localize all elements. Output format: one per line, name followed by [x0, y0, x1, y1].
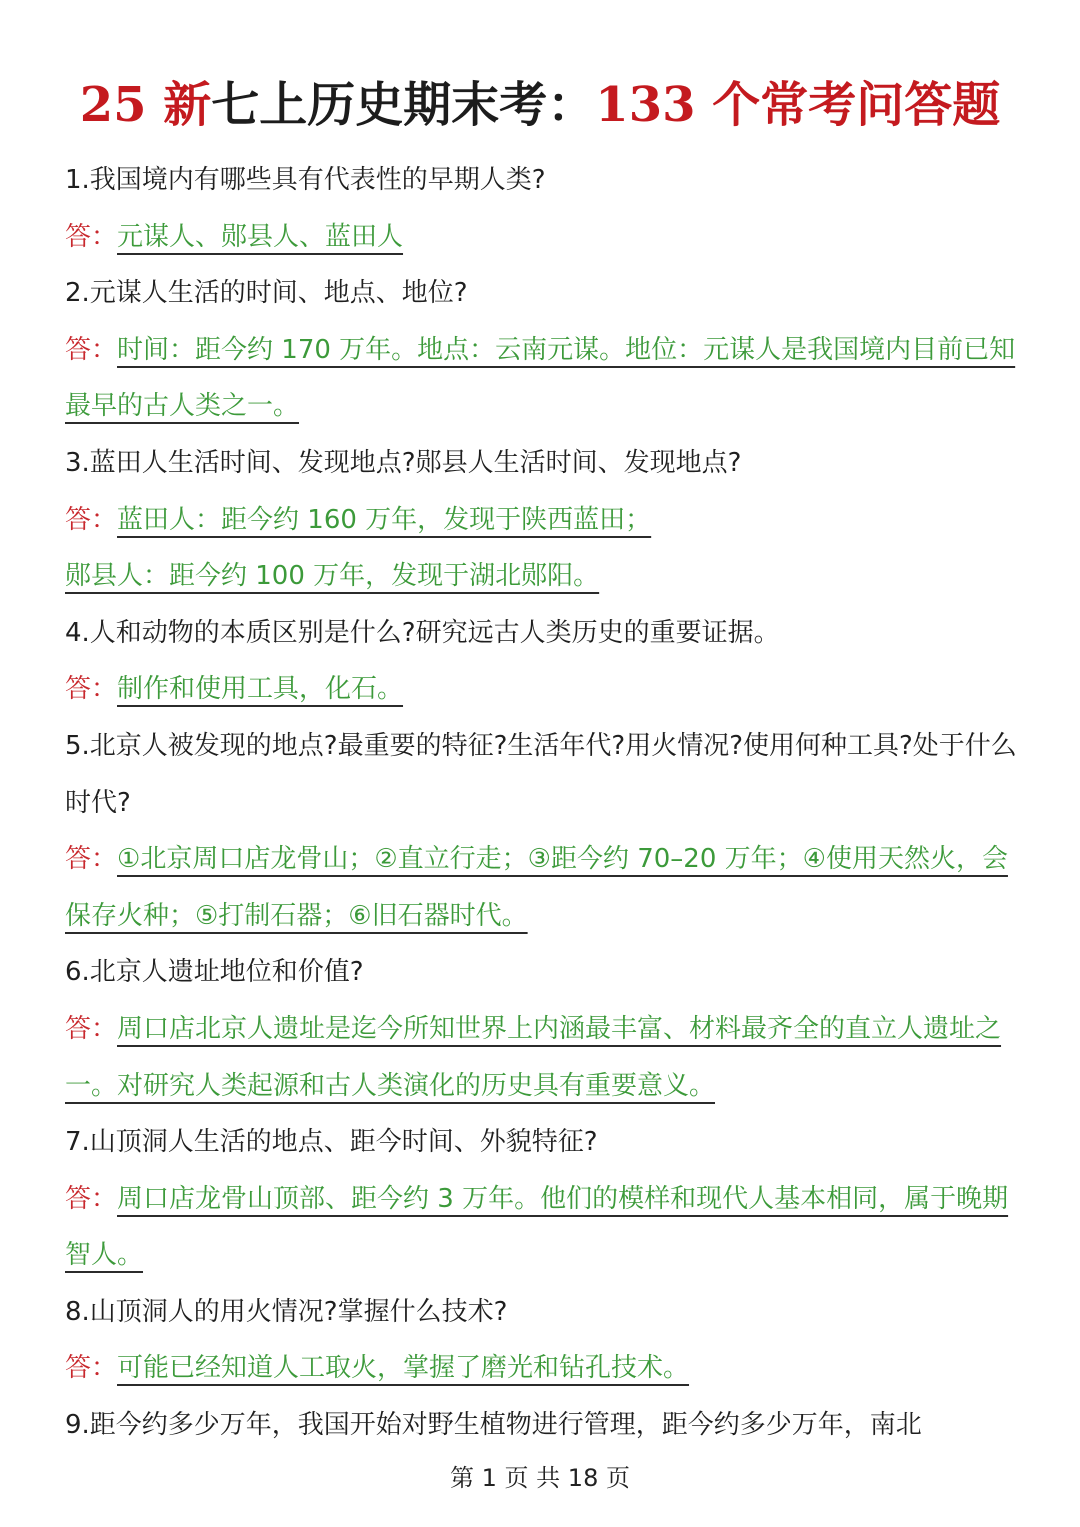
answer-prefix: 答： — [65, 221, 118, 252]
title-subject: 七上历史期末考： — [211, 77, 596, 133]
page-footer: 第 1 页 共 18 页 — [450, 1464, 630, 1492]
answer-prefix: 答： — [65, 674, 118, 705]
answer-1 — [65, 209, 1020, 266]
answer-3-line2 — [65, 548, 1020, 605]
answer-text: 蓝田人：距今约 160 万年，发现于陕西蓝田； — [117, 504, 652, 535]
answer-prefix: 答： — [65, 1353, 118, 1384]
answer-text: 元谋人、郧县人、蓝田人 — [117, 221, 404, 252]
question-1: 1.我国境内有哪些具有代表性的早期人类? — [65, 165, 546, 195]
question-6: 6.北京人遗址地位和价值? — [65, 957, 364, 988]
answer-text: 周口店龙骨山顶部、距今约 3 万年。他们的模样和现代人基本相同，属于晚期智人。 — [65, 1183, 1009, 1271]
answer-text: 郧县人：距今约 100 万年，发现于湖北郧阳。 — [65, 561, 600, 592]
question-7: 7.山顶洞人生活的地点、距今时间、外貌特征? — [65, 1127, 598, 1158]
answer-2 — [65, 322, 1020, 435]
question-5: 5.北京人被发现的地点?最重要的特征?生活年代?用火情况?使用何种工具?处于什么时代? — [65, 730, 1017, 818]
question-9: 9.距今约多少万年，我国开始对野生植物进行管理，距今约多少万年，南北 — [65, 1410, 922, 1441]
answer-prefix: 答： — [65, 844, 118, 875]
answer-4 — [65, 661, 1020, 718]
question-2: 2.元谋人生活的时间、地点、地位? — [65, 278, 468, 309]
answer-text: 制作和使用工具，化石。 — [117, 674, 404, 705]
answer-prefix: 答： — [65, 334, 118, 365]
answer-7 — [65, 1171, 1020, 1284]
title-year: 25 新 — [79, 77, 212, 133]
page-title — [0, 72, 1080, 138]
title-count: 133 个常考问答题 — [595, 77, 1001, 133]
answer-5 — [65, 831, 1020, 944]
answer-text: 可能已经知道人工取火，掌握了磨光和钻孔技术。 — [117, 1353, 690, 1384]
answer-text: ①北京周口店龙骨山；②直立行走；③距今约 70–20 万年；④使用天然火，会保存火种；⑤打制石器；⑥旧石器时代。 — [65, 844, 1008, 931]
answer-6 — [65, 1001, 1020, 1114]
answer-8 — [65, 1340, 1020, 1397]
answer-prefix: 答： — [65, 1013, 118, 1044]
answer-3 — [65, 492, 1020, 549]
answer-text: 时间：距今约 170 万年。地点：云南元谋。地位：元谋人是我国境内目前已知最早的古人类之一。 — [65, 334, 1016, 422]
answer-text: 周口店北京人遗址是迄今所知世界上内涵最丰富、材料最齐全的直立人遗址之一。对研究人类起源和古人类演化的历史具有重要意义。 — [65, 1013, 1002, 1101]
qa-list — [65, 152, 1020, 1454]
question-4: 4.人和动物的本质区别是什么?研究远古人类历史的重要证据。 — [65, 617, 780, 648]
answer-prefix: 答： — [65, 504, 118, 535]
question-3: 3.蓝田人生活时间、发现地点?郧县人生活时间、发现地点? — [65, 447, 742, 478]
answer-prefix: 答： — [65, 1183, 118, 1214]
question-8: 8.山顶洞人的用火情况?掌握什么技术? — [65, 1296, 508, 1327]
